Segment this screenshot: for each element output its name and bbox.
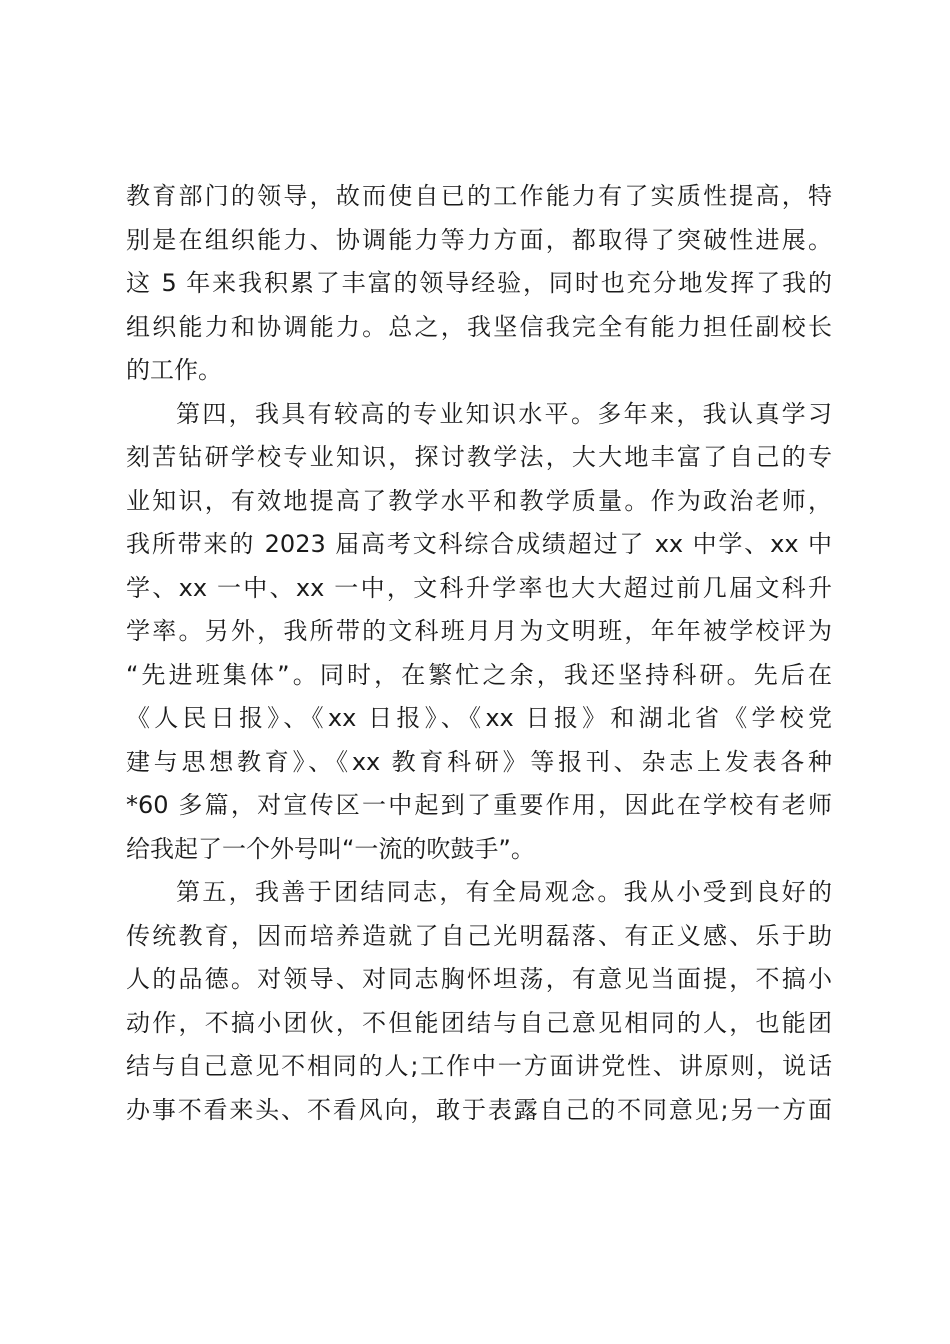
text-line: 办事不看来头、不看风向，敢于表露自己的不同意见;另一方面 — [126, 1095, 832, 1124]
text-line: 教育部门的领导，故而使自已的工作能力有了实质性提高，特 — [126, 182, 832, 210]
paragraph-2 — [126, 393, 832, 872]
text-line: 学、xx 一中、xx 一中，文科升学率也大大超过前几届文科升 — [126, 573, 832, 602]
text-line: “先进班集体”。同时，在繁忙之余，我还坚持科研。先后在 — [126, 660, 832, 689]
text-line: 结与自己意见不相同的人;工作中一方面讲党性、讲原则，说话 — [126, 1052, 832, 1080]
text-line: 建与思想教育》、《xx 教育科研》等报刊、杂志上发表各种 — [126, 747, 832, 776]
text-line: 别是在组织能力、协调能力等力方面，都取得了突破性进展。 — [126, 225, 832, 254]
text-line: 第五，我善于团结同志，有全局观念。我从小受到良好的 — [176, 878, 832, 906]
text-line: 这 5 年来我积累了丰富的领导经验，同时也充分地发挥了我的 — [126, 269, 832, 297]
text-line: 传统教育，因而培养造就了自己光明磊落、有正义感、乐于助 — [126, 921, 832, 950]
text-line: 《人民日报》、《xx 日报》、《xx 日报》和湖北省《学校党 — [126, 704, 832, 732]
text-line: 业知识，有效地提高了教学水平和教学质量。作为政治老师， — [126, 486, 832, 515]
text-line: 组织能力和协调能力。总之，我坚信我完全有能力担任副校长 — [126, 312, 832, 341]
document-body — [126, 175, 832, 1132]
text-line: 刻苦钻研学校专业知识，探讨教学法，大大地丰富了自己的专 — [126, 443, 832, 471]
text-line: 动作，不搞小团伙，不但能团结与自己意见相同的人，也能团 — [126, 1008, 832, 1037]
text-line: *60 多篇，对宣传区一中起到了重要作用，因此在学校有老师 — [126, 791, 832, 819]
text-line: 我所带来的 2023 届高考文科综合成绩超过了 xx 中学、xx 中 — [126, 530, 832, 558]
text-line: 人的品德。对领导、对同志胸怀坦荡，有意见当面提，不搞小 — [126, 965, 832, 993]
text-line: 第四，我具有较高的专业知识水平。多年来，我认真学习 — [176, 399, 832, 428]
paragraph-3 — [126, 871, 832, 1132]
text-line: 学率。另外，我所带的文科班月月为文明班，年年被学校评为 — [126, 617, 832, 645]
text-line: 给我起了一个外号叫“一流的吹鼓手”。 — [126, 834, 535, 863]
paragraph-1 — [126, 175, 832, 393]
text-line: 的工作。 — [126, 356, 222, 384]
